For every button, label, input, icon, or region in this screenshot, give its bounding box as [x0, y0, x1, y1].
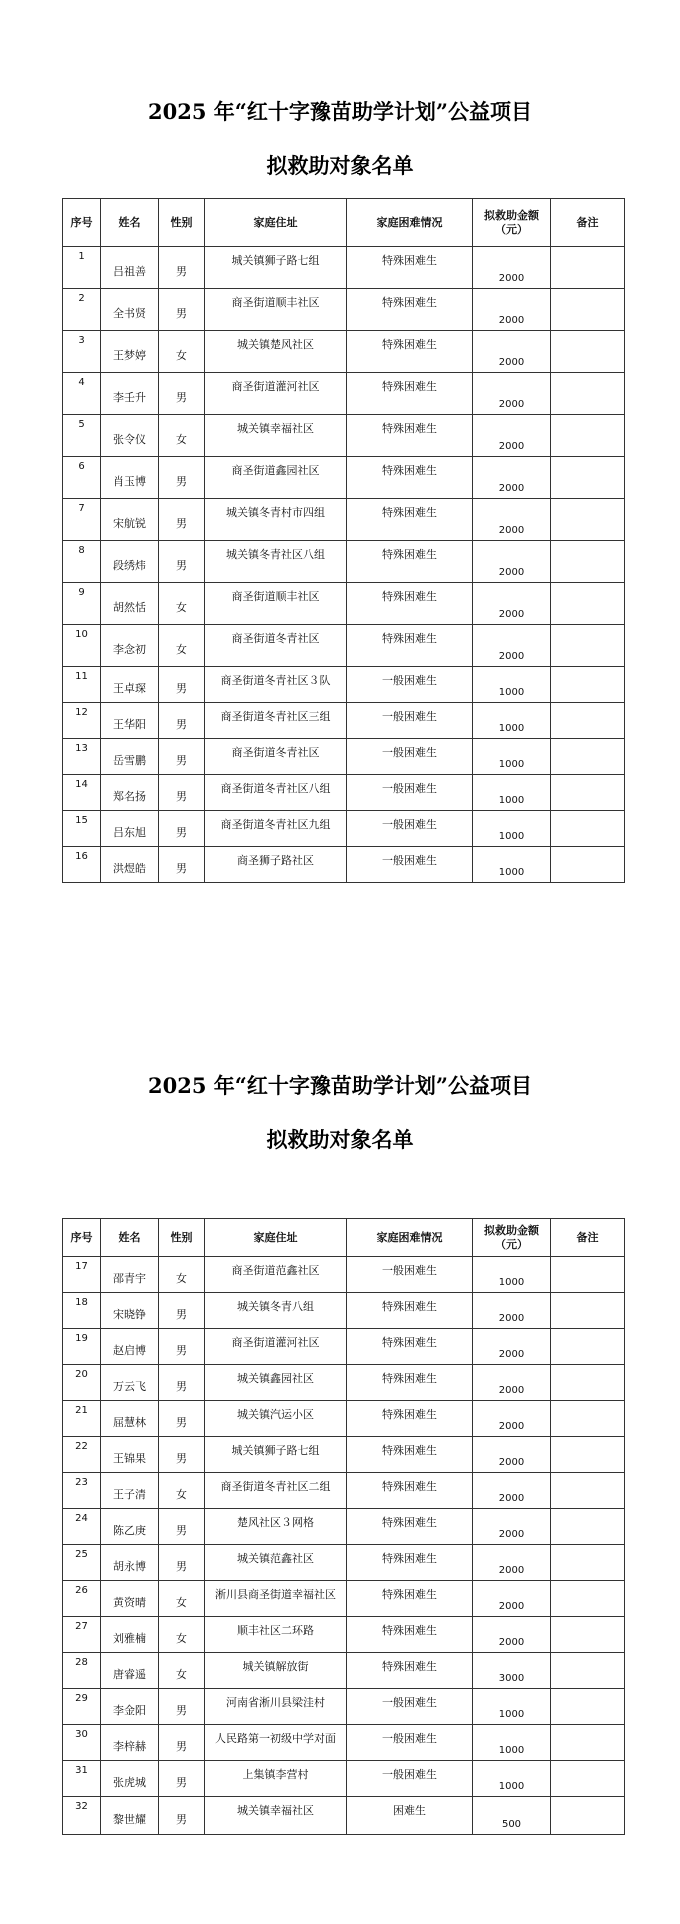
table-cell-seq: 28: [63, 1653, 101, 1689]
table-cell-note: [551, 331, 625, 373]
table-cell-seq: 14: [63, 775, 101, 811]
table-cell-note: [551, 541, 625, 583]
table-cell-address: 城关镇鑫园社区: [205, 1365, 347, 1401]
table-cell-gender: 女: [159, 1617, 205, 1653]
table-cell-gender: 男: [159, 541, 205, 583]
table-cell-amount: 1000: [473, 667, 551, 703]
table-cell-address: 楚风社区３网格: [205, 1509, 347, 1545]
table-cell-seq: 17: [63, 1257, 101, 1293]
table-cell-name: 张虎城: [101, 1761, 159, 1797]
table-cell-gender: 女: [159, 1581, 205, 1617]
header-amount-line2: （元）: [495, 1237, 528, 1251]
header-amount: [473, 199, 551, 247]
table-row: [63, 1617, 625, 1653]
table-cell-note: [551, 1545, 625, 1581]
table-cell-amount: 2000: [473, 1545, 551, 1581]
table-row: [63, 703, 625, 739]
table-cell-name: 肖玉博: [101, 457, 159, 499]
table-cell-seq: 29: [63, 1689, 101, 1725]
table-cell-address: 商圣街道冬青社区三组: [205, 703, 347, 739]
table-cell-address: 商圣街道冬青社区: [205, 739, 347, 775]
table-cell-seq: 32: [63, 1797, 101, 1835]
table-cell-difficulty: 特殊困难生: [347, 1329, 473, 1365]
header-name: 姓名: [101, 1219, 159, 1257]
table-cell-name: 李壬升: [101, 373, 159, 415]
table-cell-difficulty: 一般困难生: [347, 1725, 473, 1761]
table-cell-amount: 3000: [473, 1653, 551, 1689]
table-cell-name: 李念初: [101, 625, 159, 667]
table-cell-amount: 2000: [473, 331, 551, 373]
table-cell-name: 李金阳: [101, 1689, 159, 1725]
table-cell-name: 邵青宇: [101, 1257, 159, 1293]
table-cell-seq: 13: [63, 739, 101, 775]
section-2-title-line1: 2025 年“红十字豫苗助学计划”公益项目: [148, 1073, 532, 1098]
table-cell-gender: 男: [159, 775, 205, 811]
section-2-title-line2: 拟救助对象名单: [266, 1127, 414, 1152]
table-cell-name: 郑名扬: [101, 775, 159, 811]
table-cell-seq: 21: [63, 1401, 101, 1437]
table-row: [63, 247, 625, 289]
table-cell-address: 城关镇冬青社区八组: [205, 541, 347, 583]
table-cell-name: 王梦婷: [101, 331, 159, 373]
table-cell-gender: 女: [159, 625, 205, 667]
table-cell-name: 段绣炜: [101, 541, 159, 583]
table-cell-difficulty: 特殊困难生: [347, 331, 473, 373]
header-difficulty: 家庭困难情况: [347, 1219, 473, 1257]
table-cell-difficulty: 特殊困难生: [347, 499, 473, 541]
table-cell-address: 商圣街道冬青社区二组: [205, 1473, 347, 1509]
table-cell-difficulty: 特殊困难生: [347, 1617, 473, 1653]
table-row: [63, 541, 625, 583]
table-cell-seq: 11: [63, 667, 101, 703]
table-cell-gender: 男: [159, 1797, 205, 1835]
table-row: [63, 1401, 625, 1437]
table-cell-amount: 2000: [473, 1401, 551, 1437]
table-cell-gender: 男: [159, 811, 205, 847]
table-cell-note: [551, 667, 625, 703]
section-1-table: [62, 198, 625, 883]
table-row: [63, 373, 625, 415]
header-amount-line1: 拟救助金额: [484, 1223, 539, 1237]
table-cell-address: 上集镇李营村: [205, 1761, 347, 1797]
table-cell-seq: 15: [63, 811, 101, 847]
table-cell-note: [551, 811, 625, 847]
table-cell-difficulty: 特殊困难生: [347, 1509, 473, 1545]
table-cell-seq: 22: [63, 1437, 101, 1473]
table-cell-note: [551, 289, 625, 331]
table-cell-gender: 女: [159, 1653, 205, 1689]
table-cell-address: 商圣街道冬青社区九组: [205, 811, 347, 847]
table-cell-address: 城关镇狮子路七组: [205, 1437, 347, 1473]
table-cell-amount: 2000: [473, 1293, 551, 1329]
table-cell-address: 商圣街道灌河社区: [205, 1329, 347, 1365]
table-cell-note: [551, 499, 625, 541]
table-cell-name: 吕东旭: [101, 811, 159, 847]
table-cell-address: 城关镇汽运小区: [205, 1401, 347, 1437]
table-cell-difficulty: 特殊困难生: [347, 1581, 473, 1617]
table-cell-address: 商圣街道顺丰社区: [205, 583, 347, 625]
table-cell-name: 黎世耀: [101, 1797, 159, 1835]
table-cell-amount: 2000: [473, 499, 551, 541]
table-cell-note: [551, 1401, 625, 1437]
table-cell-difficulty: 特殊困难生: [347, 583, 473, 625]
table-cell-note: [551, 1365, 625, 1401]
table-row: [63, 1581, 625, 1617]
table-cell-seq: 4: [63, 373, 101, 415]
header-seq: 序号: [63, 199, 101, 247]
table-cell-address: 城关镇幸福社区: [205, 1797, 347, 1835]
table-cell-address: 人民路第一初级中学对面: [205, 1725, 347, 1761]
table-cell-amount: 2000: [473, 373, 551, 415]
table-cell-difficulty: 一般困难生: [347, 1761, 473, 1797]
header-note: 备注: [551, 199, 625, 247]
section-1-title-line1: 2025 年“红十字豫苗助学计划”公益项目: [148, 99, 532, 124]
table-cell-address: 城关镇冬青村市四组: [205, 499, 347, 541]
table-cell-gender: 男: [159, 1725, 205, 1761]
table-cell-amount: 2000: [473, 1365, 551, 1401]
table-cell-seq: 25: [63, 1545, 101, 1581]
table-cell-gender: 男: [159, 1545, 205, 1581]
table-cell-amount: 2000: [473, 289, 551, 331]
table-cell-seq: 3: [63, 331, 101, 373]
table-cell-amount: 1000: [473, 811, 551, 847]
table-row: [63, 847, 625, 883]
table-cell-amount: 1000: [473, 1257, 551, 1293]
table-header-row: [63, 199, 625, 247]
table-cell-gender: 女: [159, 331, 205, 373]
table-cell-address: 商圣街道冬青社区３队: [205, 667, 347, 703]
table-cell-seq: 31: [63, 1761, 101, 1797]
table-cell-difficulty: 特殊困难生: [347, 415, 473, 457]
table-cell-difficulty: 特殊困难生: [347, 1437, 473, 1473]
table-cell-amount: 2000: [473, 583, 551, 625]
table-row: [63, 1545, 625, 1581]
table-row: [63, 499, 625, 541]
table-row: [63, 1509, 625, 1545]
table-cell-seq: 10: [63, 625, 101, 667]
table-cell-difficulty: 一般困难生: [347, 667, 473, 703]
table-cell-name: 黄资晴: [101, 1581, 159, 1617]
table-cell-note: [551, 1581, 625, 1617]
header-gender: 性别: [159, 1219, 205, 1257]
table-cell-difficulty: 特殊困难生: [347, 457, 473, 499]
table-cell-address: 商圣狮子路社区: [205, 847, 347, 883]
table-cell-note: [551, 457, 625, 499]
table-cell-address: 城关镇楚风社区: [205, 331, 347, 373]
table-cell-difficulty: 困难生: [347, 1797, 473, 1835]
table-cell-gender: 女: [159, 1473, 205, 1509]
header-address: 家庭住址: [205, 199, 347, 247]
table-cell-name: 王华阳: [101, 703, 159, 739]
table-cell-seq: 8: [63, 541, 101, 583]
table-cell-name: 王锦果: [101, 1437, 159, 1473]
header-address: 家庭住址: [205, 1219, 347, 1257]
table-cell-seq: 6: [63, 457, 101, 499]
table-cell-note: [551, 775, 625, 811]
table-cell-amount: 2000: [473, 247, 551, 289]
table-row: [63, 1653, 625, 1689]
table-row: [63, 289, 625, 331]
table-cell-difficulty: 一般困难生: [347, 775, 473, 811]
table-cell-difficulty: 特殊困难生: [347, 1365, 473, 1401]
table-cell-seq: 19: [63, 1329, 101, 1365]
table-cell-name: 赵启博: [101, 1329, 159, 1365]
table-row: [63, 625, 625, 667]
table-cell-difficulty: 特殊困难生: [347, 247, 473, 289]
table-cell-amount: 500: [473, 1797, 551, 1835]
table-cell-address: 城关镇范鑫社区: [205, 1545, 347, 1581]
table-cell-name: 吕祖善: [101, 247, 159, 289]
header-seq: 序号: [63, 1219, 101, 1257]
table-cell-address: 商圣街道范鑫社区: [205, 1257, 347, 1293]
table-cell-note: [551, 247, 625, 289]
table-cell-seq: 16: [63, 847, 101, 883]
table-cell-note: [551, 1761, 625, 1797]
table-cell-name: 宋航锐: [101, 499, 159, 541]
table-row: [63, 667, 625, 703]
table-cell-difficulty: 一般困难生: [347, 1689, 473, 1725]
table-row: [63, 1473, 625, 1509]
table-row: [63, 811, 625, 847]
table-cell-address: 商圣街道顺丰社区: [205, 289, 347, 331]
table-cell-amount: 1000: [473, 1689, 551, 1725]
table-row: [63, 1365, 625, 1401]
table-cell-note: [551, 1509, 625, 1545]
table-cell-name: 李梓赫: [101, 1725, 159, 1761]
table-cell-name: 王子清: [101, 1473, 159, 1509]
table-cell-name: 胡永博: [101, 1545, 159, 1581]
header-amount-line1: 拟救助金额: [484, 208, 539, 222]
table-row: [63, 1689, 625, 1725]
table-cell-note: [551, 1725, 625, 1761]
table-cell-seq: 18: [63, 1293, 101, 1329]
table-cell-name: 万云飞: [101, 1365, 159, 1401]
table-cell-gender: 男: [159, 289, 205, 331]
table-cell-address: 城关镇解放街: [205, 1653, 347, 1689]
table-cell-address: 河南省淅川县梁洼村: [205, 1689, 347, 1725]
table-cell-name: 胡然恬: [101, 583, 159, 625]
table-cell-note: [551, 373, 625, 415]
table-cell-gender: 男: [159, 667, 205, 703]
table-cell-note: [551, 703, 625, 739]
table-cell-difficulty: 特殊困难生: [347, 373, 473, 415]
table-cell-name: 唐睿遥: [101, 1653, 159, 1689]
table-cell-difficulty: 特殊困难生: [347, 1473, 473, 1509]
table-cell-note: [551, 1257, 625, 1293]
table-cell-address: 城关镇冬青八组: [205, 1293, 347, 1329]
table-cell-amount: 2000: [473, 457, 551, 499]
table-cell-gender: 男: [159, 1401, 205, 1437]
table-cell-address: 顺丰社区二环路: [205, 1617, 347, 1653]
table-cell-seq: 23: [63, 1473, 101, 1509]
table-cell-seq: 1: [63, 247, 101, 289]
table-cell-amount: 1000: [473, 703, 551, 739]
table-cell-address: 商圣街道冬青社区八组: [205, 775, 347, 811]
table-cell-address: 商圣街道鑫园社区: [205, 457, 347, 499]
table-header-row: [63, 1219, 625, 1257]
table-cell-amount: 2000: [473, 1581, 551, 1617]
table-cell-name: 屈慧林: [101, 1401, 159, 1437]
table-cell-gender: 男: [159, 1329, 205, 1365]
table-cell-seq: 26: [63, 1581, 101, 1617]
table-cell-address: 商圣街道灌河社区: [205, 373, 347, 415]
table-cell-amount: 2000: [473, 541, 551, 583]
table-cell-amount: 2000: [473, 625, 551, 667]
table-cell-difficulty: 特殊困难生: [347, 289, 473, 331]
table-cell-name: 陈乙庚: [101, 1509, 159, 1545]
table-cell-note: [551, 1293, 625, 1329]
table-cell-seq: 5: [63, 415, 101, 457]
section-2-table: [62, 1218, 625, 1835]
table-row: [63, 775, 625, 811]
table-cell-name: 洪煜皓: [101, 847, 159, 883]
table-cell-gender: 男: [159, 1293, 205, 1329]
table-cell-gender: 男: [159, 1509, 205, 1545]
table-row: [63, 739, 625, 775]
table-cell-gender: 男: [159, 703, 205, 739]
table-cell-difficulty: 特殊困难生: [347, 1545, 473, 1581]
table-cell-gender: 男: [159, 1365, 205, 1401]
table-cell-gender: 男: [159, 373, 205, 415]
table-cell-difficulty: 特殊困难生: [347, 1293, 473, 1329]
table-cell-gender: 男: [159, 739, 205, 775]
table-cell-note: [551, 625, 625, 667]
table-cell-difficulty: 一般困难生: [347, 1257, 473, 1293]
table-cell-difficulty: 一般困难生: [347, 811, 473, 847]
table-cell-difficulty: 特殊困难生: [347, 1653, 473, 1689]
header-name: 姓名: [101, 199, 159, 247]
table-row: [63, 1797, 625, 1835]
table-cell-amount: 1000: [473, 739, 551, 775]
table-cell-gender: 男: [159, 1689, 205, 1725]
table-cell-amount: 2000: [473, 1473, 551, 1509]
table-cell-amount: 2000: [473, 1437, 551, 1473]
header-gender: 性别: [159, 199, 205, 247]
table-cell-name: 全书贤: [101, 289, 159, 331]
table-cell-difficulty: 一般困难生: [347, 847, 473, 883]
table-cell-address: 城关镇狮子路七组: [205, 247, 347, 289]
table-row: [63, 1257, 625, 1293]
table-cell-seq: 24: [63, 1509, 101, 1545]
table-cell-amount: 1000: [473, 847, 551, 883]
table-cell-note: [551, 1617, 625, 1653]
table-cell-gender: 女: [159, 583, 205, 625]
table-cell-seq: 27: [63, 1617, 101, 1653]
table-cell-address: 淅川县商圣街道幸福社区: [205, 1581, 347, 1617]
table-cell-gender: 男: [159, 847, 205, 883]
table-cell-note: [551, 1797, 625, 1835]
table-cell-amount: 1000: [473, 1761, 551, 1797]
table-row: [63, 1293, 625, 1329]
table-cell-gender: 男: [159, 1761, 205, 1797]
table-cell-note: [551, 1437, 625, 1473]
table-cell-note: [551, 415, 625, 457]
table-cell-address: 城关镇幸福社区: [205, 415, 347, 457]
table-cell-gender: 男: [159, 1437, 205, 1473]
table-cell-difficulty: 一般困难生: [347, 739, 473, 775]
header-amount: [473, 1219, 551, 1257]
table-row: [63, 583, 625, 625]
table-cell-gender: 男: [159, 457, 205, 499]
table-cell-amount: 1000: [473, 775, 551, 811]
table-cell-note: [551, 1329, 625, 1365]
header-amount-line2: （元）: [495, 222, 528, 236]
table-cell-amount: 2000: [473, 1329, 551, 1365]
table-row: [63, 457, 625, 499]
table-row: [63, 1725, 625, 1761]
table-cell-seq: 12: [63, 703, 101, 739]
table-cell-gender: 女: [159, 415, 205, 457]
table-row: [63, 1329, 625, 1365]
header-difficulty: 家庭困难情况: [347, 199, 473, 247]
table-cell-seq: 7: [63, 499, 101, 541]
table-cell-name: 岳雪鹏: [101, 739, 159, 775]
table-cell-name: 王卓琛: [101, 667, 159, 703]
table-cell-difficulty: 特殊困难生: [347, 625, 473, 667]
table-cell-name: 张令仪: [101, 415, 159, 457]
table-cell-note: [551, 583, 625, 625]
table-cell-amount: 2000: [473, 1509, 551, 1545]
table-cell-seq: 30: [63, 1725, 101, 1761]
table-row: [63, 1761, 625, 1797]
table-cell-amount: 2000: [473, 415, 551, 457]
table-cell-gender: 女: [159, 1257, 205, 1293]
table-cell-gender: 男: [159, 499, 205, 541]
table-cell-difficulty: 特殊困难生: [347, 1401, 473, 1437]
header-note: 备注: [551, 1219, 625, 1257]
table-cell-note: [551, 739, 625, 775]
table-row: [63, 415, 625, 457]
table-cell-seq: 2: [63, 289, 101, 331]
section-1-title-line2: 拟救助对象名单: [266, 153, 414, 178]
table-cell-note: [551, 847, 625, 883]
table-cell-seq: 9: [63, 583, 101, 625]
table-cell-note: [551, 1689, 625, 1725]
table-cell-amount: 2000: [473, 1617, 551, 1653]
table-cell-name: 刘雅楠: [101, 1617, 159, 1653]
table-row: [63, 331, 625, 373]
table-cell-difficulty: 特殊困难生: [347, 541, 473, 583]
table-row: [63, 1437, 625, 1473]
table-cell-difficulty: 一般困难生: [347, 703, 473, 739]
table-cell-gender: 男: [159, 247, 205, 289]
table-cell-name: 宋晓铮: [101, 1293, 159, 1329]
table-cell-note: [551, 1653, 625, 1689]
table-cell-amount: 1000: [473, 1725, 551, 1761]
table-cell-address: 商圣街道冬青社区: [205, 625, 347, 667]
table-cell-seq: 20: [63, 1365, 101, 1401]
table-cell-note: [551, 1473, 625, 1509]
